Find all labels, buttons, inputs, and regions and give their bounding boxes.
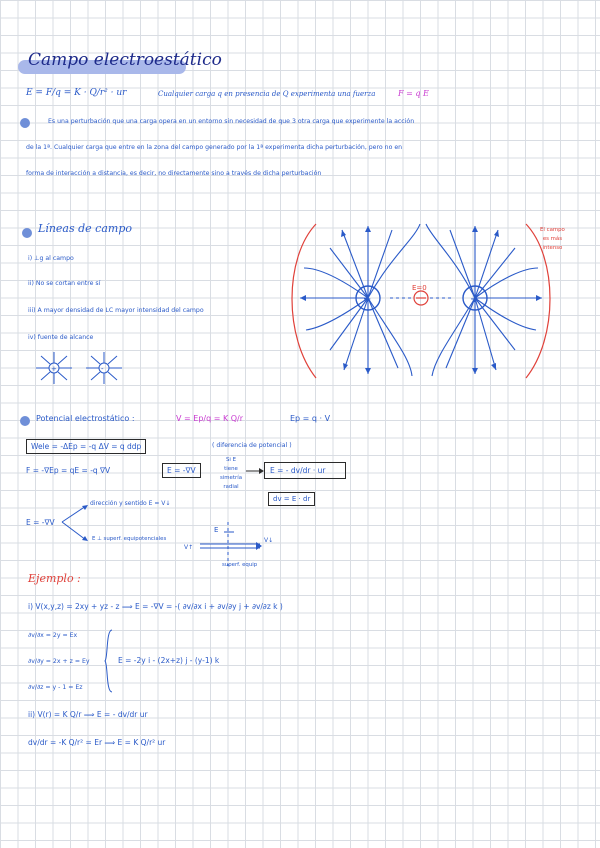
note-line: Si E — [225, 457, 237, 463]
example-i-result: E = -2y i - (2x+z) j - (y-1) k — [118, 656, 220, 665]
note-line: intenso — [542, 245, 563, 251]
page-title: Campo electroestático — [28, 50, 222, 70]
e-label: E — [214, 526, 219, 534]
arrow-icon — [246, 466, 266, 476]
definition-paragraph-3: forma de interacción a distancia, es decir, no directamente sino a través de dicha perturbación — [26, 170, 322, 177]
radial-formula: E = - dv/dr · ur — [270, 466, 326, 475]
example-ii-result: dv/dr = -K Q/r² = Er ⟹ E = K Q/r² ur — [28, 738, 166, 747]
ejemplo-heading: Ejemplo : — [28, 572, 81, 585]
example-ii: ii) V(r) = K Q/r ⟹ E = - dv/dr ur — [28, 710, 148, 719]
definition-paragraph-2: de la 1ª. Cualquier carga que entre en la zona del campo generado por la 1ª experimenta dicha perturbación, pero no en — [26, 144, 403, 151]
work-note: ( diferencia de potencial ) — [212, 442, 292, 449]
lineas-item: iii) A mayor densidad de LC mayor intensidad del campo — [28, 307, 204, 314]
lineas-heading: Líneas de campo — [38, 222, 132, 235]
potential-formula: V = Ep/q = K Q/r — [176, 414, 244, 423]
example-dvdx: ∂v/∂x = 2y = Ex — [28, 632, 78, 639]
bullet-dot — [20, 118, 30, 128]
work-formula-box — [26, 439, 146, 454]
note-line: simetría — [220, 475, 243, 481]
v-up-label: V↑ — [184, 544, 194, 551]
gradient-box — [162, 463, 201, 478]
branch-arrows — [58, 500, 92, 544]
definition-paragraph-1: Es una perturbación que una carga opera en un entorno sin necesidad de que 3 otra carga que experimente la acción — [48, 118, 415, 125]
lineas-item: ii) No se cortan entre sí — [28, 280, 101, 287]
dv-box — [268, 492, 315, 506]
radial-note — [220, 456, 242, 492]
surface-label: superf. equip — [222, 562, 258, 568]
v-down-label: V↓ — [264, 537, 274, 544]
e-gradient: E = -∇V — [26, 518, 55, 527]
work-formula: Wele = -ΔEp = -q ΔV = q ddp — [31, 442, 142, 451]
note-line: tiene — [224, 466, 238, 472]
svg-text:+: + — [51, 365, 57, 373]
gradient-line: F = -∇Ep = qE = -q ∇V — [26, 466, 111, 475]
radial-box — [264, 462, 346, 479]
charge-sign: + — [363, 294, 372, 305]
ep-formula: Ep = q · V — [290, 414, 331, 423]
note-red — [540, 226, 565, 253]
e-zero-label: E=0 — [412, 284, 427, 292]
surfaces-note: E ⊥ superf. equipotenciales — [92, 536, 167, 542]
potencial-heading: Potencial electrostático : — [36, 414, 135, 423]
svg-text:-: - — [101, 365, 104, 373]
lineas-item: iv) fuente de alcance — [28, 334, 94, 341]
note-line: El campo — [540, 227, 565, 233]
bullet-dot — [22, 228, 32, 238]
charge-sign: + — [470, 294, 479, 305]
example-dvdy: ∂v/∂y = 2x + z = Ey — [28, 658, 90, 665]
brace-icon — [104, 628, 114, 694]
direction-note: dirección y sentido E = V↓ — [90, 500, 171, 507]
field-lines-diagram — [280, 218, 562, 383]
dv-formula: dv = E · dr — [273, 495, 311, 503]
bullet-dot — [20, 416, 30, 426]
gradient-formula: E = -∇V — [167, 466, 196, 475]
example-i: i) V(x,y,z) = 2xy + yz - z ⟹ E = -∇V = -( ∂v/∂x i + ∂v/∂y j + ∂v/∂z k ) — [28, 602, 283, 611]
note-line: es más — [542, 236, 563, 242]
lineas-item: i) ⊥g al campo — [28, 255, 74, 262]
force-formula: F = q E — [398, 89, 429, 98]
small-charges-sketch — [30, 350, 130, 386]
note-line: radial — [223, 484, 239, 490]
field-description: Cualquier carga q en presencia de Q experimenta una fuerza — [158, 90, 376, 98]
field-formula: E = F/q = K · Q/r² · ur — [26, 88, 127, 98]
example-dvdz: ∂v/∂z = y - 1 = Ez — [28, 684, 83, 691]
